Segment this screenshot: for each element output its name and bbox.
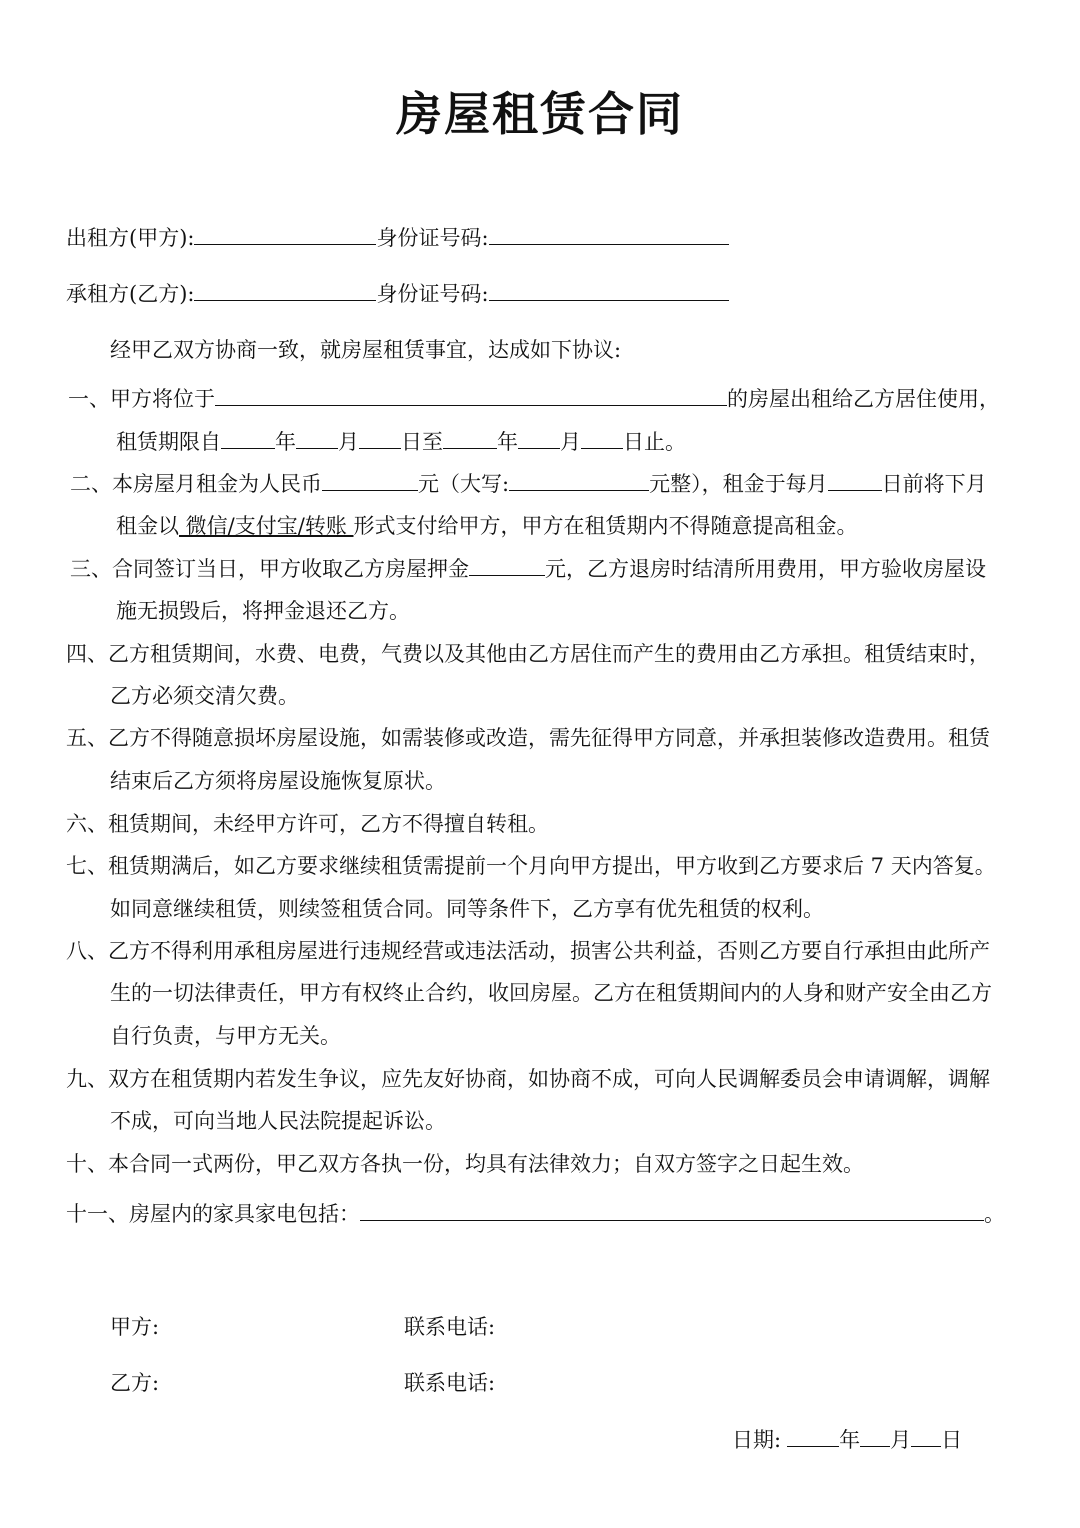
lessor-row (66, 222, 729, 253)
date-month-label: 月 (890, 1428, 912, 1452)
lessee-id-blank[interactable] (489, 278, 729, 301)
end-year-label: 年 (497, 430, 518, 454)
clause-4-line-1: 四、乙方租赁期间，水费、电费，气费以及其他由乙方居住而产生的费用由乙方承担。租赁结束时， (66, 642, 990, 666)
clause-8-line-2: 生的一切法律责任，甲方有权终止合约，收回房屋。乙方在租赁期间内的人身和财产安全由乙方 (110, 981, 992, 1005)
clause-1-line-2 (116, 426, 686, 457)
clause-2-text-e: 租金以 (116, 514, 179, 538)
clause-11 (66, 1198, 1005, 1229)
clause-1-text-b: 的房屋出租给乙方居住使用， (727, 387, 1000, 411)
clause-8-line-3: 自行负责，与甲方无关。 (110, 1024, 341, 1048)
end-month-label: 月 (560, 430, 581, 454)
clause-2-text-c: 元整），租金于每月 (649, 472, 828, 496)
rent-words-blank[interactable] (509, 468, 649, 491)
lease-period-label: 租赁期限自 (116, 430, 221, 454)
pay-day-blank[interactable] (828, 468, 882, 491)
end-year-blank[interactable] (443, 426, 497, 449)
party-b-signature-label: 乙方: (110, 1371, 160, 1395)
lessor-id-label: 身份证号码: (376, 226, 489, 250)
lessee-row (66, 278, 729, 309)
date-year-label: 年 (839, 1428, 861, 1452)
start-day-blank[interactable] (359, 426, 401, 449)
date-month-blank[interactable] (860, 1424, 890, 1447)
clause-5-line-2: 结束后乙方须将房屋设施恢复原状。 (110, 769, 446, 793)
address-blank[interactable] (215, 383, 727, 406)
clause-1-text-a: 一、甲方将位于 (68, 387, 215, 411)
clause-3-text-b: 元，乙方退房时结清所用费用，甲方验收房屋设 (545, 557, 986, 581)
clause-11-text: 十一、房屋内的家具家电包括： (66, 1202, 360, 1226)
payment-method: 微信/支付宝/转账 (179, 514, 354, 538)
clause-2-line-2 (116, 511, 858, 541)
party-a-phone-label: 联系电话: (404, 1315, 496, 1339)
clause-2-text-d: 日前将下月 (881, 472, 987, 496)
clause-3-line-1 (70, 553, 986, 584)
clause-9-line-2: 不成，可向当地人民法院提起诉讼。 (110, 1109, 446, 1133)
rent-amount-blank[interactable] (322, 468, 418, 491)
party-b-phone-label: 联系电话: (404, 1371, 496, 1395)
lessee-name-blank[interactable] (194, 278, 376, 301)
lessor-name-blank[interactable] (194, 222, 376, 245)
clause-7-line-1: 七、租赁期满后，如乙方要求继续租赁需提前一个月向甲方提出，甲方收到乙方要求后 7 天内答复。 (66, 854, 996, 878)
intro-text: 经甲乙双方协商一致，就房屋租赁事宜，达成如下协议: (110, 338, 622, 362)
end-day-label: 日止。 (623, 430, 686, 454)
clause-6: 六、租赁期间，未经甲方许可，乙方不得擅自转租。 (66, 812, 549, 836)
party-a-signature-label: 甲方: (110, 1315, 160, 1339)
clause-3-text-a: 三、合同签订当日，甲方收取乙方房屋押金 (70, 557, 469, 581)
date-row (732, 1424, 962, 1455)
lessor-id-blank[interactable] (489, 222, 729, 245)
furniture-blank[interactable] (360, 1198, 984, 1221)
clause-9-line-1: 九、双方在租赁期内若发生争议，应先友好协商，如协商不成，可向人民调解委员会申请调解，调解 (66, 1067, 990, 1091)
start-month-label: 月 (338, 430, 359, 454)
end-day-blank[interactable] (581, 426, 623, 449)
deposit-blank[interactable] (469, 553, 545, 576)
start-year-label: 年 (275, 430, 296, 454)
clause-2-text-b: 元（大写: (418, 472, 510, 496)
lessor-label: 出租方(甲方): (66, 226, 195, 250)
clause-11-end: 。 (984, 1202, 1005, 1226)
clause-2-text-a: 二、本房屋月租金为人民币 (70, 472, 322, 496)
start-year-blank[interactable] (221, 426, 275, 449)
lessee-id-label: 身份证号码: (376, 282, 489, 306)
date-year-blank[interactable] (787, 1424, 839, 1447)
end-month-blank[interactable] (518, 426, 560, 449)
start-month-blank[interactable] (296, 426, 338, 449)
clause-1-line-1 (68, 383, 1000, 414)
start-day-label: 日至 (401, 430, 443, 454)
clause-10: 十、本合同一式两份，甲乙双方各执一份，均具有法律效力；自双方签字之日起生效。 (66, 1152, 864, 1176)
clause-2-text-f: 形式支付给甲方，甲方在租赁期内不得随意提高租金。 (353, 514, 858, 538)
clause-5-line-1: 五、乙方不得随意损坏房屋设施，如需装修或改造，需先征得甲方同意，并承担装修改造费用。租赁 (66, 726, 990, 750)
date-label: 日期: (732, 1428, 782, 1452)
clause-7-line-2: 如同意继续租赁，则续签租赁合同。同等条件下，乙方享有优先租赁的权利。 (110, 897, 824, 921)
clause-3-line-2: 施无损毁后，将押金退还乙方。 (116, 599, 410, 623)
date-day-label: 日 (941, 1428, 963, 1452)
date-day-blank[interactable] (911, 1424, 941, 1447)
clause-2-line-1 (70, 468, 987, 499)
clause-8-line-1: 八、乙方不得利用承租房屋进行违规经营或违法活动，损害公共利益，否则乙方要自行承担由此所产 (66, 939, 990, 963)
clause-4-line-2: 乙方必须交清欠费。 (110, 684, 299, 708)
lessee-label: 承租方(乙方): (66, 282, 195, 306)
page-title: 房屋租赁合同 (396, 87, 684, 141)
